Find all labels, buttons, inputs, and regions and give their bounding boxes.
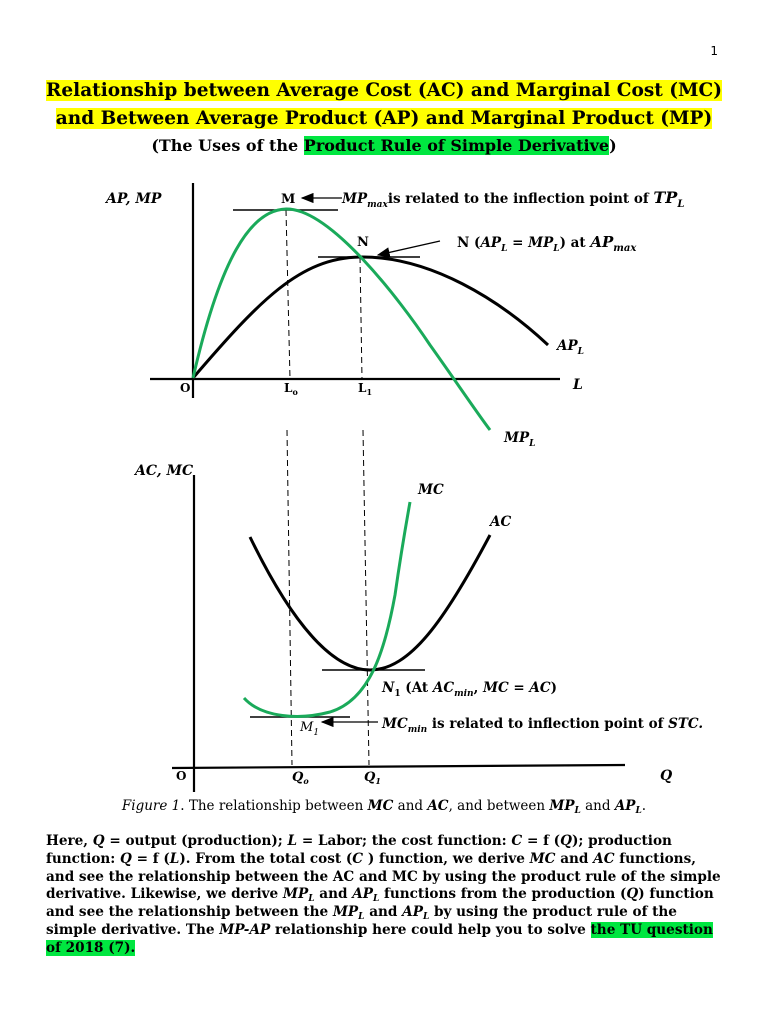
top-x-axis-label: L xyxy=(573,377,583,393)
title-line-2-text: and Between Average Product (AP) and Marginal Product (MP) xyxy=(55,108,713,129)
point-n-note: N $(AP_L = MP_L)$ at $AP_{max}$ xyxy=(457,233,637,254)
figure-1 xyxy=(0,170,768,795)
tu-question-highlight: the TU question of 2018 (7). xyxy=(46,921,713,956)
mp-curve xyxy=(193,209,490,430)
point-n-arrow xyxy=(378,241,440,255)
top-y-axis-label: AP, MP xyxy=(106,191,162,207)
top-diagram xyxy=(104,183,684,449)
subtitle-close: ) xyxy=(609,136,617,155)
mp-curve-label: $MP_L$ xyxy=(504,430,536,449)
point-m-note: $MP_{max}is$ related to the inflection point of $TP_L$ xyxy=(342,188,685,210)
ap-curve-label: $AP_L$ xyxy=(557,338,584,357)
bottom-diagram xyxy=(133,430,703,792)
top-dash-l0 xyxy=(286,210,290,379)
tick-l0-label: $L_o$ xyxy=(284,381,298,397)
body-paragraph: Here, Q = output (production); L = Labor; the cost function: C = f (Q); production function: Q = f (L). From the total cost (C ) function, we derive MC and AC functions, and see the relationship between the AC and MC by using the product rule of the simple derivative. Likewise, we derive $MP_L$ and $AP_L$ functions from the production (Q) function and see the relationship between the $MP_L$ and $AP_L$ by using the product rule of the simple derivative. The MP-AP relationship here could help you to solve the TU question of 2018 (7). xyxy=(46,833,721,956)
point-m1-note: $MC_{min}$ is related to inflection point of STC. xyxy=(382,716,704,735)
bottom-y-axis-label: AC, MC xyxy=(135,463,194,479)
subtitle-open: (The Uses of the xyxy=(151,136,304,155)
ac-curve-label: AC xyxy=(490,514,512,530)
mc-curve-label: MC xyxy=(418,482,444,498)
subtitle-highlight: Product Rule of Simple Derivative xyxy=(303,136,610,155)
tick-l1-label: $L_1$ xyxy=(358,381,373,397)
tick-q0-label: $Q_o$ xyxy=(292,770,309,786)
ap-curve xyxy=(193,257,548,378)
tick-q1-label: $Q_1$ xyxy=(364,770,381,786)
page-number: 1 xyxy=(710,44,718,58)
page-title-line-2 xyxy=(0,108,768,129)
bottom-x-axis-label: Q xyxy=(660,768,673,784)
page-subtitle xyxy=(0,136,768,155)
page-title-line-1 xyxy=(0,80,768,101)
figure-caption: Figure 1. The relationship between MC and AC, and between $MP_L$ and $AP_L$. xyxy=(121,798,647,816)
top-origin-label: O xyxy=(180,381,191,395)
point-n1-label: $N_1$ (At $AC_{min}$, MC = AC) xyxy=(382,680,558,699)
bottom-origin-label: O xyxy=(176,769,187,783)
title-line-1-text: Relationship between Average Cost (AC) and Marginal Cost (MC) xyxy=(46,80,722,101)
top-dash-l1 xyxy=(360,257,362,379)
bottom-x-axis xyxy=(172,765,625,768)
ac-curve xyxy=(250,535,490,670)
bottom-dash-q1 xyxy=(363,430,369,765)
point-m1-label: $M_1$ xyxy=(300,720,320,738)
point-n-label: N xyxy=(357,235,369,250)
point-m-label: M xyxy=(281,192,296,207)
